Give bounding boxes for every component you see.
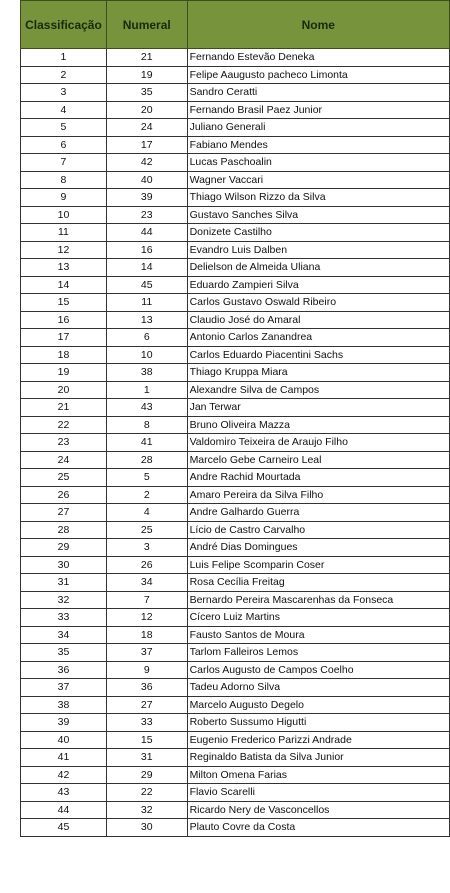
cell-nome: Cícero Luiz Martins <box>187 609 449 627</box>
table-row <box>21 521 450 539</box>
cell-classificacao: 3 <box>21 84 107 102</box>
cell-classificacao: 6 <box>21 136 107 154</box>
cell-nome: Plauto Covre da Costa <box>187 819 449 837</box>
cell-numeral: 4 <box>106 504 187 522</box>
cell-numeral: 1 <box>106 381 187 399</box>
cell-classificacao: 19 <box>21 364 107 382</box>
cell-numeral: 2 <box>106 486 187 504</box>
cell-nome: Fausto Santos de Moura <box>187 626 449 644</box>
table-row <box>21 276 450 294</box>
table-row <box>21 346 450 364</box>
cell-numeral: 29 <box>106 766 187 784</box>
table-row <box>21 241 450 259</box>
cell-nome: Carlos Gustavo Oswald Ribeiro <box>187 294 449 312</box>
table-row <box>21 119 450 137</box>
cell-nome: Valdomiro Teixeira de Araujo Filho <box>187 434 449 452</box>
cell-nome: Gustavo Sanches Silva <box>187 206 449 224</box>
cell-nome: Thiago Wilson Rizzo da Silva <box>187 189 449 207</box>
cell-nome: Tadeu Adorno Silva <box>187 679 449 697</box>
cell-classificacao: 43 <box>21 784 107 802</box>
table-row <box>21 731 450 749</box>
cell-nome: Milton Omena Farias <box>187 766 449 784</box>
header-numeral: Numeral <box>106 1 187 49</box>
cell-classificacao: 27 <box>21 504 107 522</box>
cell-nome: Thiago Kruppa Miara <box>187 364 449 382</box>
cell-numeral: 44 <box>106 224 187 242</box>
table-row <box>21 136 450 154</box>
cell-nome: Felipe Aaugusto pacheco Limonta <box>187 66 449 84</box>
cell-nome: Flavio Scarelli <box>187 784 449 802</box>
cell-nome: Claudio José do Amaral <box>187 311 449 329</box>
cell-nome: Andre Rachid Mourtada <box>187 469 449 487</box>
header-nome: Nome <box>187 1 449 49</box>
cell-nome: Juliano Generali <box>187 119 449 137</box>
cell-numeral: 43 <box>106 399 187 417</box>
cell-numeral: 30 <box>106 819 187 837</box>
cell-numeral: 32 <box>106 801 187 819</box>
cell-nome: Roberto Sussumo Higutti <box>187 714 449 732</box>
table-row <box>21 504 450 522</box>
cell-classificacao: 29 <box>21 539 107 557</box>
cell-classificacao: 28 <box>21 521 107 539</box>
table-row <box>21 749 450 767</box>
table-row <box>21 416 450 434</box>
cell-numeral: 8 <box>106 416 187 434</box>
cell-numeral: 15 <box>106 731 187 749</box>
cell-nome: Wagner Vaccari <box>187 171 449 189</box>
cell-classificacao: 25 <box>21 469 107 487</box>
cell-nome: Sandro Ceratti <box>187 84 449 102</box>
table-body <box>21 49 450 837</box>
cell-nome: Lício de Castro Carvalho <box>187 521 449 539</box>
cell-nome: Rosa Cecília Freitag <box>187 574 449 592</box>
cell-nome: Marcelo Gebe Carneiro Leal <box>187 451 449 469</box>
cell-nome: Antonio Carlos Zanandrea <box>187 329 449 347</box>
cell-numeral: 45 <box>106 276 187 294</box>
cell-nome: Fabiano Mendes <box>187 136 449 154</box>
cell-numeral: 10 <box>106 346 187 364</box>
table-row <box>21 171 450 189</box>
cell-classificacao: 40 <box>21 731 107 749</box>
cell-classificacao: 8 <box>21 171 107 189</box>
cell-nome: Luis Felipe Scomparin Coser <box>187 556 449 574</box>
cell-nome: Reginaldo Batista da Silva Junior <box>187 749 449 767</box>
table-row <box>21 801 450 819</box>
table-row <box>21 49 450 67</box>
table-row <box>21 189 450 207</box>
cell-numeral: 37 <box>106 644 187 662</box>
cell-classificacao: 45 <box>21 819 107 837</box>
table-row <box>21 311 450 329</box>
cell-classificacao: 22 <box>21 416 107 434</box>
cell-numeral: 21 <box>106 49 187 67</box>
cell-numeral: 14 <box>106 259 187 277</box>
table-row <box>21 329 450 347</box>
cell-nome: Carlos Augusto de Campos Coelho <box>187 661 449 679</box>
table-row <box>21 259 450 277</box>
cell-nome: Carlos Eduardo Piacentini Sachs <box>187 346 449 364</box>
cell-numeral: 34 <box>106 574 187 592</box>
table-row <box>21 591 450 609</box>
header-row <box>21 1 450 49</box>
cell-nome: Marcelo Augusto Degelo <box>187 696 449 714</box>
table-row <box>21 819 450 837</box>
table-row <box>21 486 450 504</box>
cell-nome: Tarlom Falleiros Lemos <box>187 644 449 662</box>
cell-numeral: 23 <box>106 206 187 224</box>
cell-classificacao: 9 <box>21 189 107 207</box>
cell-classificacao: 17 <box>21 329 107 347</box>
table-row <box>21 714 450 732</box>
cell-numeral: 16 <box>106 241 187 259</box>
cell-numeral: 7 <box>106 591 187 609</box>
cell-numeral: 26 <box>106 556 187 574</box>
cell-numeral: 18 <box>106 626 187 644</box>
table-row <box>21 294 450 312</box>
cell-numeral: 31 <box>106 749 187 767</box>
cell-nome: Ricardo Nery de Vasconcellos <box>187 801 449 819</box>
table-row <box>21 434 450 452</box>
cell-classificacao: 33 <box>21 609 107 627</box>
cell-numeral: 17 <box>106 136 187 154</box>
cell-classificacao: 4 <box>21 101 107 119</box>
cell-classificacao: 16 <box>21 311 107 329</box>
cell-classificacao: 23 <box>21 434 107 452</box>
cell-nome: Evandro Luis Dalben <box>187 241 449 259</box>
cell-numeral: 42 <box>106 154 187 172</box>
cell-classificacao: 37 <box>21 679 107 697</box>
cell-nome: Bruno Oliveira Mazza <box>187 416 449 434</box>
cell-nome: Jan Terwar <box>187 399 449 417</box>
table-row <box>21 399 450 417</box>
cell-classificacao: 31 <box>21 574 107 592</box>
cell-numeral: 5 <box>106 469 187 487</box>
cell-numeral: 20 <box>106 101 187 119</box>
header-classificacao: Classificação <box>21 1 107 49</box>
cell-nome: Fernando Brasil Paez Junior <box>187 101 449 119</box>
cell-classificacao: 30 <box>21 556 107 574</box>
cell-classificacao: 13 <box>21 259 107 277</box>
table-row <box>21 84 450 102</box>
table-row <box>21 679 450 697</box>
cell-nome: Bernardo Pereira Mascarenhas da Fonseca <box>187 591 449 609</box>
cell-classificacao: 26 <box>21 486 107 504</box>
table-row <box>21 364 450 382</box>
cell-classificacao: 18 <box>21 346 107 364</box>
cell-classificacao: 2 <box>21 66 107 84</box>
cell-classificacao: 35 <box>21 644 107 662</box>
cell-nome: Fernando Estevão Deneka <box>187 49 449 67</box>
cell-numeral: 6 <box>106 329 187 347</box>
table-row <box>21 574 450 592</box>
table-row <box>21 626 450 644</box>
cell-nome: Eduardo Zampieri Silva <box>187 276 449 294</box>
table-row <box>21 101 450 119</box>
cell-classificacao: 12 <box>21 241 107 259</box>
table-row <box>21 539 450 557</box>
cell-classificacao: 36 <box>21 661 107 679</box>
cell-classificacao: 21 <box>21 399 107 417</box>
cell-classificacao: 11 <box>21 224 107 242</box>
table-row <box>21 644 450 662</box>
cell-numeral: 35 <box>106 84 187 102</box>
table-row <box>21 381 450 399</box>
cell-classificacao: 15 <box>21 294 107 312</box>
cell-nome: Delielson de Almeida Uliana <box>187 259 449 277</box>
cell-nome: Lucas Paschoalin <box>187 154 449 172</box>
cell-classificacao: 34 <box>21 626 107 644</box>
cell-classificacao: 38 <box>21 696 107 714</box>
cell-numeral: 36 <box>106 679 187 697</box>
cell-classificacao: 24 <box>21 451 107 469</box>
cell-classificacao: 32 <box>21 591 107 609</box>
cell-numeral: 40 <box>106 171 187 189</box>
table-row <box>21 609 450 627</box>
table-row <box>21 66 450 84</box>
cell-classificacao: 42 <box>21 766 107 784</box>
cell-classificacao: 10 <box>21 206 107 224</box>
cell-classificacao: 7 <box>21 154 107 172</box>
results-table <box>20 0 450 837</box>
cell-classificacao: 1 <box>21 49 107 67</box>
cell-nome: Donizete Castilho <box>187 224 449 242</box>
cell-nome: Andre Galhardo Guerra <box>187 504 449 522</box>
cell-classificacao: 44 <box>21 801 107 819</box>
table-row <box>21 661 450 679</box>
cell-classificacao: 39 <box>21 714 107 732</box>
table-row <box>21 451 450 469</box>
cell-numeral: 12 <box>106 609 187 627</box>
table-row <box>21 469 450 487</box>
table-row <box>21 784 450 802</box>
cell-numeral: 11 <box>106 294 187 312</box>
table-row <box>21 154 450 172</box>
cell-classificacao: 14 <box>21 276 107 294</box>
table-row <box>21 206 450 224</box>
cell-classificacao: 5 <box>21 119 107 137</box>
cell-nome: Amaro Pereira da Silva Filho <box>187 486 449 504</box>
table-row <box>21 766 450 784</box>
cell-numeral: 24 <box>106 119 187 137</box>
cell-numeral: 22 <box>106 784 187 802</box>
cell-numeral: 33 <box>106 714 187 732</box>
table-row <box>21 556 450 574</box>
cell-numeral: 41 <box>106 434 187 452</box>
cell-numeral: 38 <box>106 364 187 382</box>
cell-numeral: 19 <box>106 66 187 84</box>
cell-nome: Alexandre Silva de Campos <box>187 381 449 399</box>
cell-numeral: 25 <box>106 521 187 539</box>
cell-numeral: 9 <box>106 661 187 679</box>
cell-numeral: 3 <box>106 539 187 557</box>
cell-classificacao: 20 <box>21 381 107 399</box>
cell-numeral: 28 <box>106 451 187 469</box>
cell-numeral: 27 <box>106 696 187 714</box>
cell-classificacao: 41 <box>21 749 107 767</box>
cell-nome: Eugenio Frederico Parizzi Andrade <box>187 731 449 749</box>
cell-numeral: 13 <box>106 311 187 329</box>
cell-nome: André Dias Domingues <box>187 539 449 557</box>
table-row <box>21 224 450 242</box>
table-row <box>21 696 450 714</box>
cell-numeral: 39 <box>106 189 187 207</box>
